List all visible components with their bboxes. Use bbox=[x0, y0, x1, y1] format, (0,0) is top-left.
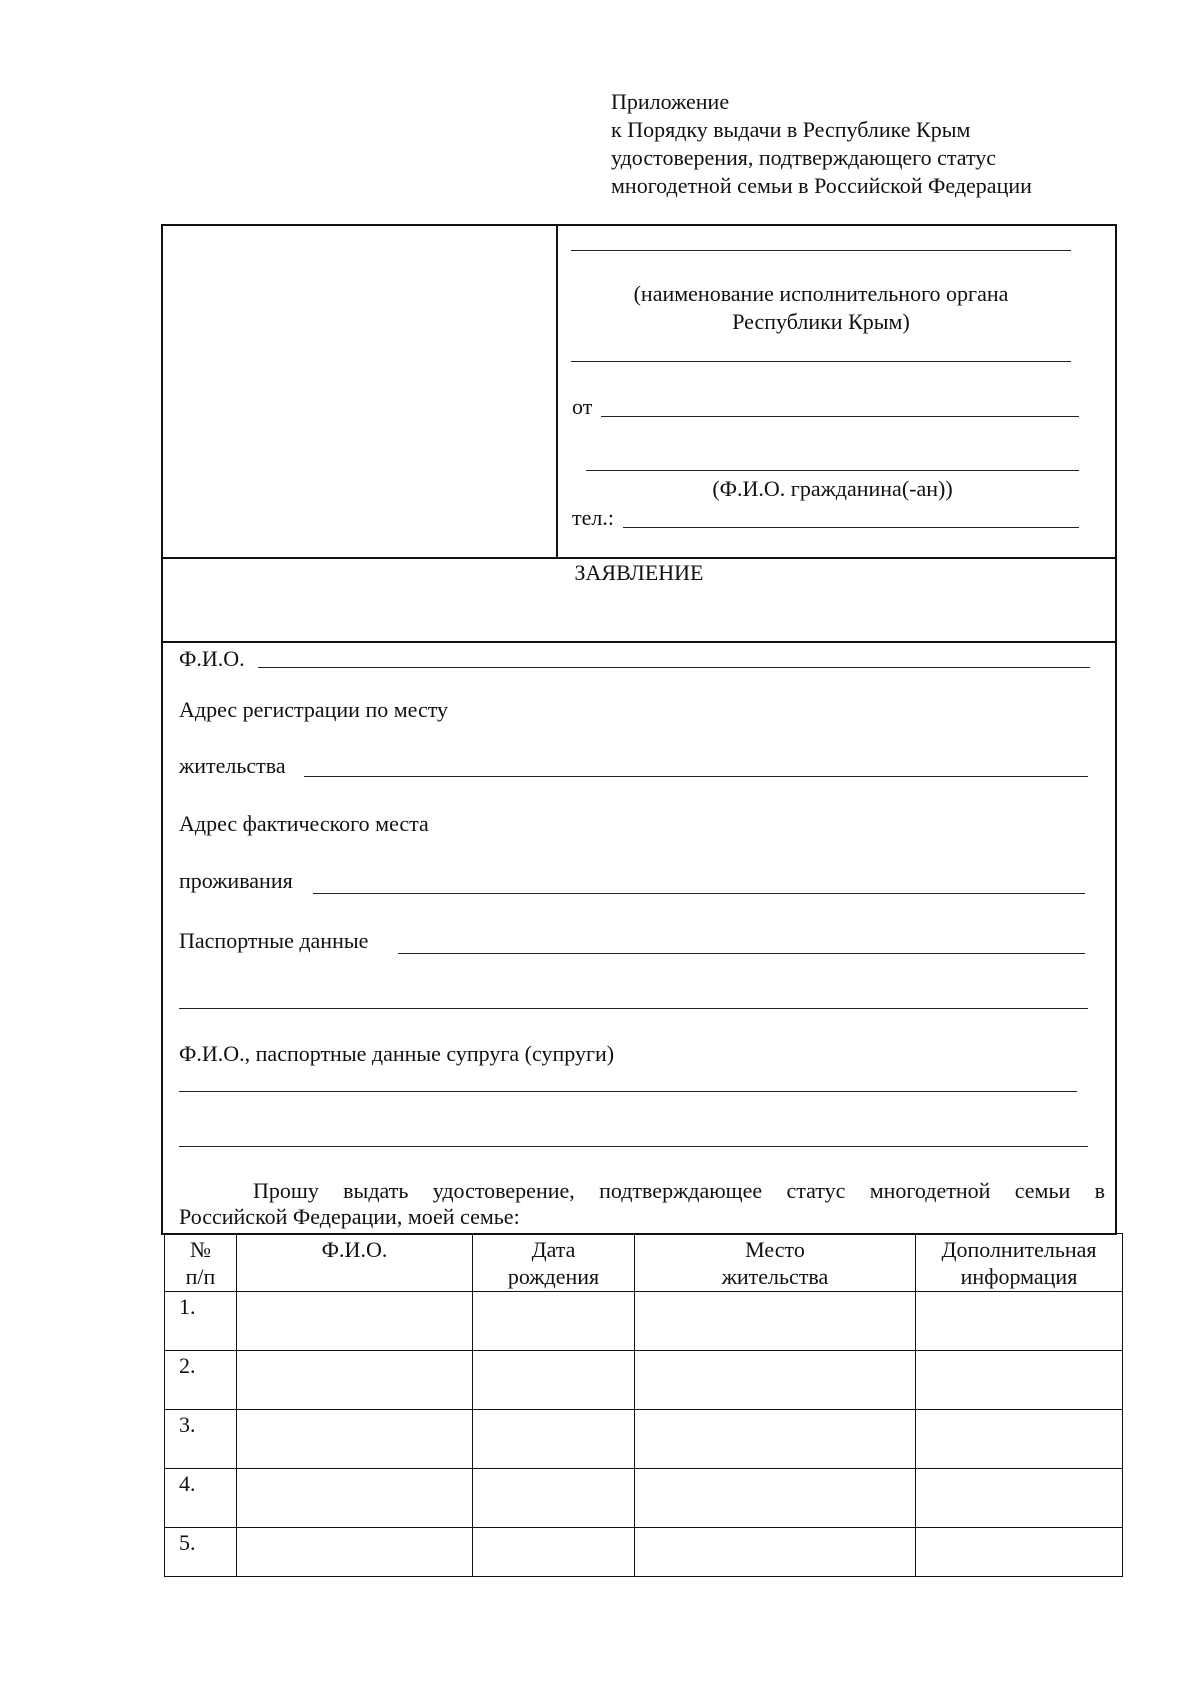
table-header-row bbox=[165, 1234, 1123, 1292]
table-cell-additional-info[interactable] bbox=[916, 1292, 1123, 1351]
table-cell-fio[interactable] bbox=[237, 1351, 473, 1410]
table-cell-fio[interactable] bbox=[237, 1469, 473, 1528]
table-cell-additional-info[interactable] bbox=[916, 1528, 1123, 1577]
appendix-header bbox=[611, 88, 1032, 200]
column-header-line: жительства bbox=[721, 1264, 829, 1289]
organ-name-field-2[interactable] bbox=[571, 361, 1071, 362]
document-title: ЗАЯВЛЕНИЕ bbox=[574, 560, 704, 585]
passport-label: Паспортные данные bbox=[179, 928, 369, 953]
application-form-frame bbox=[161, 224, 1117, 1235]
fio-label: Ф.И.О. bbox=[179, 646, 245, 671]
spouse-label: Ф.И.О., паспортные данные супруга (супруги) bbox=[179, 1041, 615, 1066]
family-members-table bbox=[164, 1233, 1123, 1577]
spouse-field-2[interactable] bbox=[179, 1146, 1088, 1147]
column-header-line: рождения bbox=[507, 1264, 600, 1289]
table-cell-fio[interactable] bbox=[237, 1410, 473, 1469]
actual-address-label: проживания bbox=[179, 868, 293, 893]
table-cell-birth-date[interactable] bbox=[473, 1292, 635, 1351]
title-bottom-rule bbox=[161, 641, 1117, 643]
organ-caption: Республики Крым) bbox=[732, 309, 910, 334]
table-cell-additional-info[interactable] bbox=[916, 1469, 1123, 1528]
appendix-header-line: к Порядку выдачи в Республике Крым bbox=[611, 117, 971, 142]
row-number: 3. bbox=[165, 1410, 237, 1469]
request-text: Прошу выдать удостоверение, подтверждающее статус многодетной семьи в bbox=[253, 1178, 1105, 1203]
row-number: 4. bbox=[165, 1469, 237, 1528]
table-cell-fio[interactable] bbox=[237, 1528, 473, 1577]
table-cell-additional-info[interactable] bbox=[916, 1410, 1123, 1469]
from-fio-field-2[interactable] bbox=[586, 470, 1079, 471]
request-text: Российской Федерации, моей семье: bbox=[179, 1204, 520, 1229]
row-number: 1. bbox=[165, 1292, 237, 1351]
table-cell-birth-date[interactable] bbox=[473, 1528, 635, 1577]
organ-name-field[interactable] bbox=[571, 250, 1071, 251]
actual-address-label: Адрес фактического места bbox=[179, 811, 429, 836]
table-row bbox=[165, 1528, 1123, 1577]
appendix-header-line: Приложение bbox=[611, 89, 730, 114]
column-header bbox=[916, 1234, 1123, 1292]
addressee-divider bbox=[556, 224, 558, 558]
table-row bbox=[165, 1410, 1123, 1469]
table-row bbox=[165, 1351, 1123, 1410]
column-header bbox=[237, 1234, 473, 1292]
column-header bbox=[473, 1234, 635, 1292]
addressee-bottom-rule bbox=[161, 557, 1117, 559]
reg-address-label: жительства bbox=[179, 753, 286, 778]
table-row bbox=[165, 1292, 1123, 1351]
fio-caption: (Ф.И.О. гражданина(-ан)) bbox=[712, 476, 953, 501]
fio-field[interactable] bbox=[258, 667, 1090, 668]
passport-field[interactable] bbox=[398, 953, 1085, 954]
table-cell-residence[interactable] bbox=[635, 1351, 916, 1410]
column-header-line: п/п bbox=[185, 1264, 216, 1289]
reg-address-field[interactable] bbox=[304, 776, 1088, 777]
appendix-header-line: удостоверения, подтверждающего статус bbox=[611, 145, 997, 170]
phone-field[interactable] bbox=[623, 527, 1079, 528]
table-cell-residence[interactable] bbox=[635, 1410, 916, 1469]
table-row bbox=[165, 1469, 1123, 1528]
column-header-line: Место bbox=[745, 1237, 805, 1262]
passport-field-2[interactable] bbox=[179, 1008, 1088, 1009]
column-header-line: № bbox=[190, 1237, 211, 1262]
actual-address-field[interactable] bbox=[313, 893, 1085, 894]
column-header-line: Дата bbox=[531, 1237, 576, 1262]
column-header-line: Ф.И.О. bbox=[321, 1237, 388, 1262]
table-cell-fio[interactable] bbox=[237, 1292, 473, 1351]
column-header bbox=[165, 1234, 237, 1292]
phone-label: тел.: bbox=[572, 505, 614, 530]
row-number: 5. bbox=[165, 1528, 237, 1577]
column-header bbox=[635, 1234, 916, 1292]
reg-address-label: Адрес регистрации по месту bbox=[179, 697, 449, 722]
from-label: от bbox=[572, 394, 593, 419]
table-cell-birth-date[interactable] bbox=[473, 1410, 635, 1469]
table-cell-birth-date[interactable] bbox=[473, 1351, 635, 1410]
spouse-field[interactable] bbox=[179, 1091, 1077, 1092]
table-cell-birth-date[interactable] bbox=[473, 1469, 635, 1528]
organ-caption: (наименование исполнительного органа bbox=[633, 281, 1009, 306]
table-cell-residence[interactable] bbox=[635, 1528, 916, 1577]
column-header-line: информация bbox=[960, 1264, 1078, 1289]
table-cell-additional-info[interactable] bbox=[916, 1351, 1123, 1410]
from-fio-field[interactable] bbox=[601, 416, 1079, 417]
table-cell-residence[interactable] bbox=[635, 1469, 916, 1528]
appendix-header-line: многодетной семьи в Российской Федерации bbox=[611, 173, 1032, 198]
table-cell-residence[interactable] bbox=[635, 1292, 916, 1351]
column-header-line: Дополнительная bbox=[941, 1237, 1097, 1262]
row-number: 2. bbox=[165, 1351, 237, 1410]
